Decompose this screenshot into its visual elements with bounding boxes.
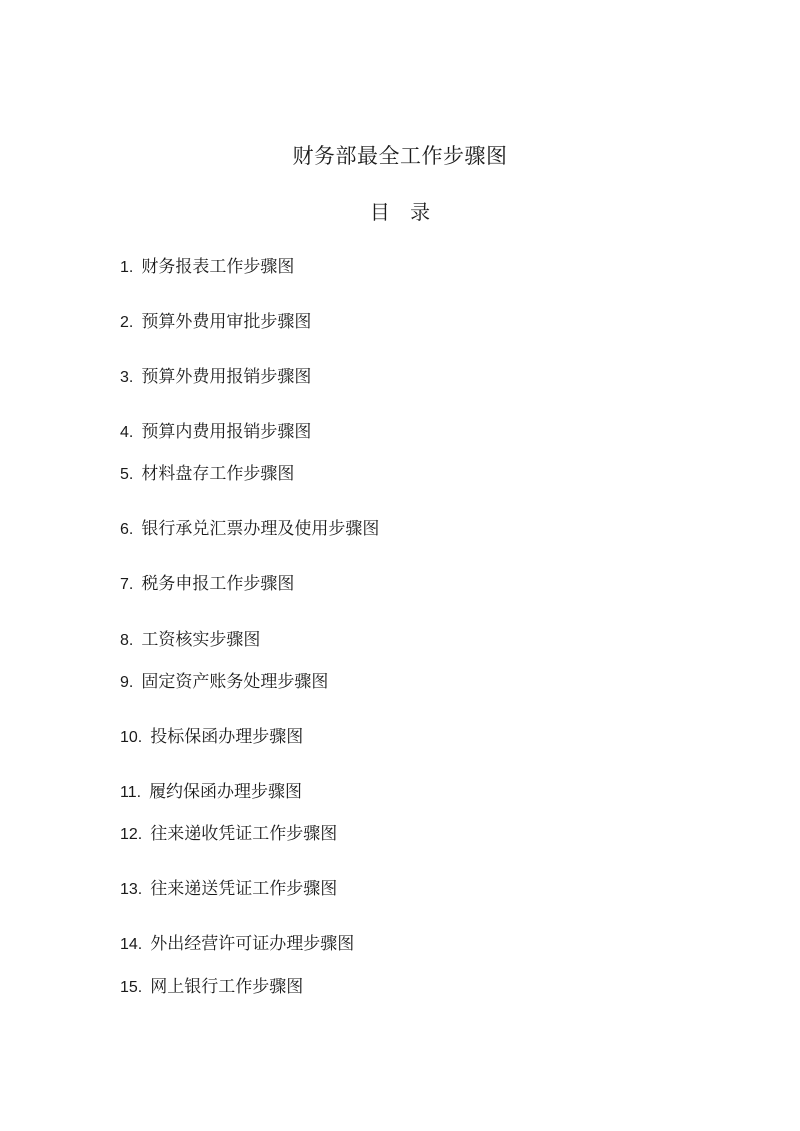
toc-item-number: 5. [120, 466, 134, 483]
toc-item-text: 财务报表工作步骤图 [141, 257, 295, 277]
toc-item [120, 628, 260, 652]
toc-item [120, 975, 303, 999]
toc-item-number: 7. [120, 576, 134, 593]
toc-item [120, 255, 294, 279]
toc-item-number: 14. [120, 936, 143, 953]
toc-item [120, 670, 328, 694]
toc-item-text: 材料盘存工作步骤图 [141, 464, 295, 484]
toc-item-text: 履约保函办理步骤图 [149, 782, 303, 802]
toc-item-text: 预算外费用审批步骤图 [141, 312, 312, 332]
toc-item-number: 6. [120, 521, 134, 538]
toc-item [120, 780, 302, 804]
toc-item-number: 15. [120, 979, 143, 996]
toc-item [120, 725, 303, 749]
toc-item-text: 往来递送凭证工作步骤图 [150, 879, 338, 899]
toc-item-text: 银行承兑汇票办理及使用步骤图 [141, 519, 380, 539]
document-title: 财务部最全工作步骤图 [292, 144, 508, 168]
toc-item-text: 往来递收凭证工作步骤图 [150, 824, 338, 844]
toc-item-number: 11. [120, 784, 142, 801]
toc-item-text: 工资核实步骤图 [141, 630, 261, 650]
toc-item-number: 10. [120, 729, 143, 746]
toc-item [120, 572, 294, 596]
toc-item-text: 固定资产账务处理步骤图 [141, 672, 329, 692]
toc-item-number: 12. [120, 826, 143, 843]
toc-item [120, 420, 311, 444]
toc-item-text: 预算外费用报销步骤图 [141, 367, 312, 387]
toc-heading: 目 录 [369, 200, 431, 224]
toc-item-number: 13. [120, 881, 143, 898]
toc-item-number: 1. [120, 259, 134, 276]
toc-item [120, 462, 294, 486]
toc-item-text: 网上银行工作步骤图 [150, 977, 304, 997]
toc-item-number: 4. [120, 424, 134, 441]
toc-item-number: 3. [120, 369, 134, 386]
toc-item-number: 8. [120, 632, 134, 649]
toc-item [120, 822, 337, 846]
toc-item [120, 877, 337, 901]
toc-item-text: 投标保函办理步骤图 [150, 727, 304, 747]
toc-item [120, 365, 311, 389]
toc-item-number: 2. [120, 314, 134, 331]
toc-item [120, 310, 311, 334]
toc-item [120, 932, 354, 956]
toc-item-text: 外出经营许可证办理步骤图 [150, 934, 355, 954]
toc-item-text: 税务申报工作步骤图 [141, 574, 295, 594]
toc-item-number: 9. [120, 674, 134, 691]
toc-item-text: 预算内费用报销步骤图 [141, 422, 312, 442]
toc-item [120, 517, 379, 541]
